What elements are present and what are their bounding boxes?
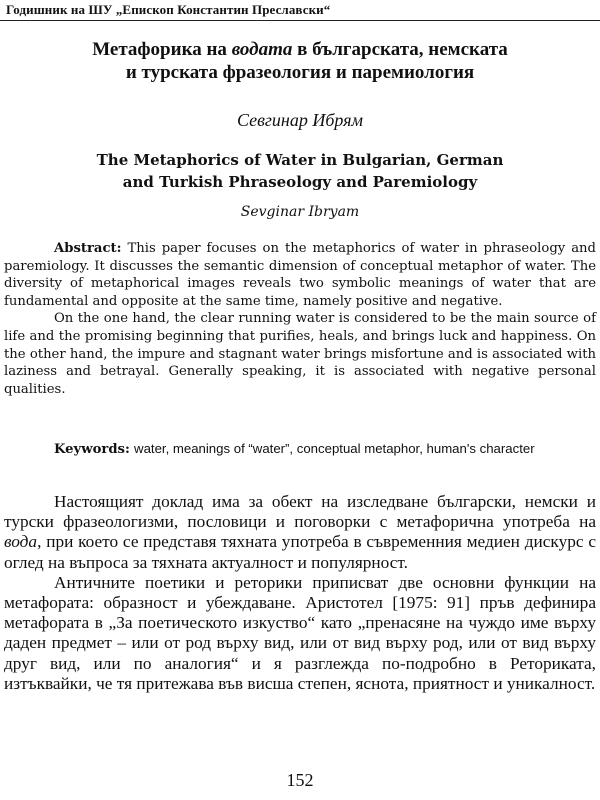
- title-english: [0, 149, 600, 193]
- author-bulgarian: Севгинар Ибрям: [236, 110, 364, 130]
- body-text: [4, 492, 596, 694]
- page-number: 152: [286, 770, 314, 790]
- title-bulgarian: [0, 38, 600, 84]
- journal-title: Годишник на ШУ „Епископ Константин Преславски“: [6, 2, 331, 17]
- keywords-text: water, meanings of “water”, conceptual metaphor, human's character: [134, 441, 535, 456]
- title-bulgarian-line1: Метафорика на водата в българската, немската: [92, 39, 508, 60]
- body-italic-word: вода: [4, 532, 38, 552]
- abstract-label: Abstract:: [54, 241, 122, 256]
- abstract: [4, 240, 596, 398]
- keywords-label: Keywords:: [54, 442, 130, 457]
- body-paragraph-1: Настоящият доклад има за обект на изследване български, немски и турски фразеологизми, пословици и поговорки с метафорична употреба на вода, при което се представя тяхната употреба в съвременния медиен дискурс с оглед на въпроса за тяхната актуалност и популярност.: [4, 492, 596, 572]
- header-rule: [0, 20, 600, 21]
- abstract-paragraph-1: Abstract: This paper focuses on the metaphorics of water in phraseology and paremiology. It discusses the semantic dimension of conceptual metaphor of water. The diversity of metaphorical images reveals two symbolic meanings of water that are fundamental and opposite at the same time, namely positive and negative.: [4, 241, 596, 309]
- keywords: [4, 440, 596, 459]
- title-english-line2: and Turkish Phraseology and Paremiology: [122, 173, 478, 191]
- title-bulgarian-line2: и турската фразеология и паремиология: [125, 62, 475, 83]
- title-english-line1: The Metaphorics of Water in Bulgarian, German: [96, 151, 504, 169]
- author-english: Sevginar Ibryam: [240, 204, 360, 220]
- body-paragraph-2: Античните поетики и реторики приписват две основни функции на метафората: образност и убеждаване. Аристотел [1975: 91] пръв дефинира метафората в „За поетическото изкуство“ като „пренасяне на чуждо име върху даден предмет – или от род върху вид, или от вид върху род, или от вид върху друг вид, или по аналогия“ и я разглежда по-подробно в Реториката, изтъквайки, че тя притежава във висша степен, яснота, приятност и уникалност.: [4, 572, 596, 693]
- running-header: [0, 0, 600, 22]
- abstract-paragraph-2: On the one hand, the clear running water is considered to be the main source of life and the promising beginning that purifies, heals, and brings luck and happiness. On the other hand, the impure and stagnant water brings misfortune and is associated with laziness and betrayal. Generally speaking, it is associated with negative personal qualities.: [4, 311, 596, 397]
- title-italic-word: водата: [231, 39, 293, 60]
